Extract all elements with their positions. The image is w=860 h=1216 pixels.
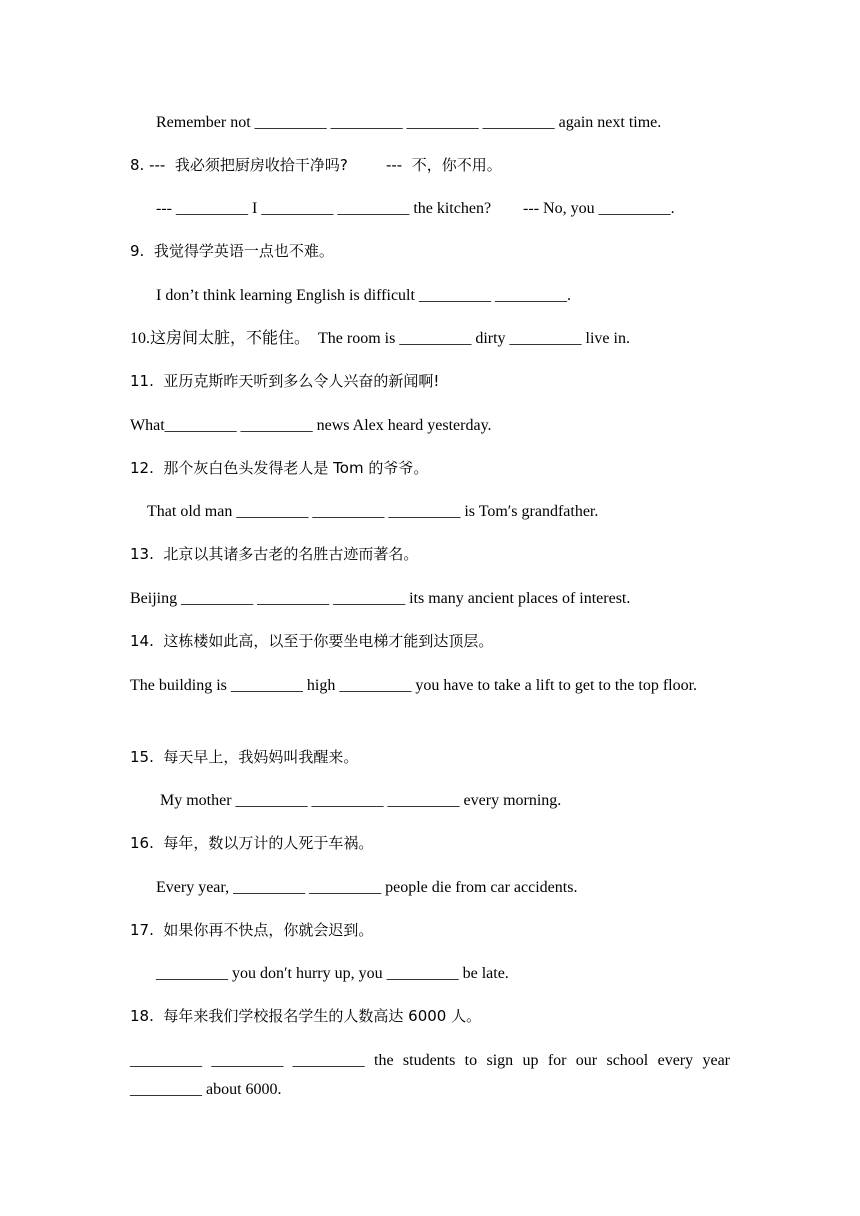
q17-chinese-line: 17. 如果你再不快点，你就会迟到。	[130, 921, 374, 939]
q10-line: 10.这房间太脏，不能住。 The room is _________ dirty _________ live in.	[130, 330, 630, 347]
q12-english-line: That old man _________ _________ _________ is Tom′s grandfather.	[147, 503, 599, 520]
q18-chinese-line: 18. 每年来我们学校报名学生的人数高达 6000 人。	[130, 1007, 482, 1025]
q16-chinese-line: 16. 每年，数以万计的人死于车祸。	[130, 834, 374, 852]
q14-english-line: The building is _________ high _________ you have to take a lift to get to the top floor.	[130, 677, 698, 694]
q13-chinese-line: 13. 北京以其诸多古老的名胜古迹而著名。	[130, 545, 419, 563]
q9-chinese-line: 9. 我觉得学英语一点也不难。	[130, 242, 334, 260]
q13-english-line: Beijing _________ _________ _________ its many ancient places of interest.	[130, 590, 631, 607]
q8-chinese-line: 8. --- 我必须把厨房收拾干净吗? --- 不，你不用。	[130, 156, 502, 174]
q17-english-line: _________ you don′t hurry up, you _________ be late.	[156, 965, 509, 982]
q15-chinese-line: 15. 每天早上，我妈妈叫我醒来。	[130, 748, 359, 766]
q18-english-line: _________ _________ _________ the students to sign up for our school every year _________ about 6000.	[130, 1052, 730, 1098]
q11-english-line: What_________ _________ news Alex heard yesterday.	[130, 417, 492, 434]
q14-chinese-line: 14. 这栋楼如此高，以至于你要坐电梯才能到达顶层。	[130, 632, 494, 650]
q16-english-line: Every year, _________ _________ people die from car accidents.	[156, 879, 578, 896]
q15-english-line: My mother _________ _________ _________ every morning.	[160, 792, 562, 809]
q7-english-line: Remember not _________ _________ _________ _________ again next time.	[156, 114, 662, 131]
q12-chinese-line: 12. 那个灰白色头发得老人是 Tom 的爷爷。	[130, 459, 429, 477]
q11-chinese-line: 11. 亚历克斯昨天听到多么令人兴奋的新闻啊!	[130, 372, 440, 390]
q9-english-line: I don’t think learning English is difficult _________ _________.	[156, 287, 571, 304]
q8-english-line: --- _________ I _________ _________ the kitchen? --- No, you _________.	[156, 200, 675, 217]
